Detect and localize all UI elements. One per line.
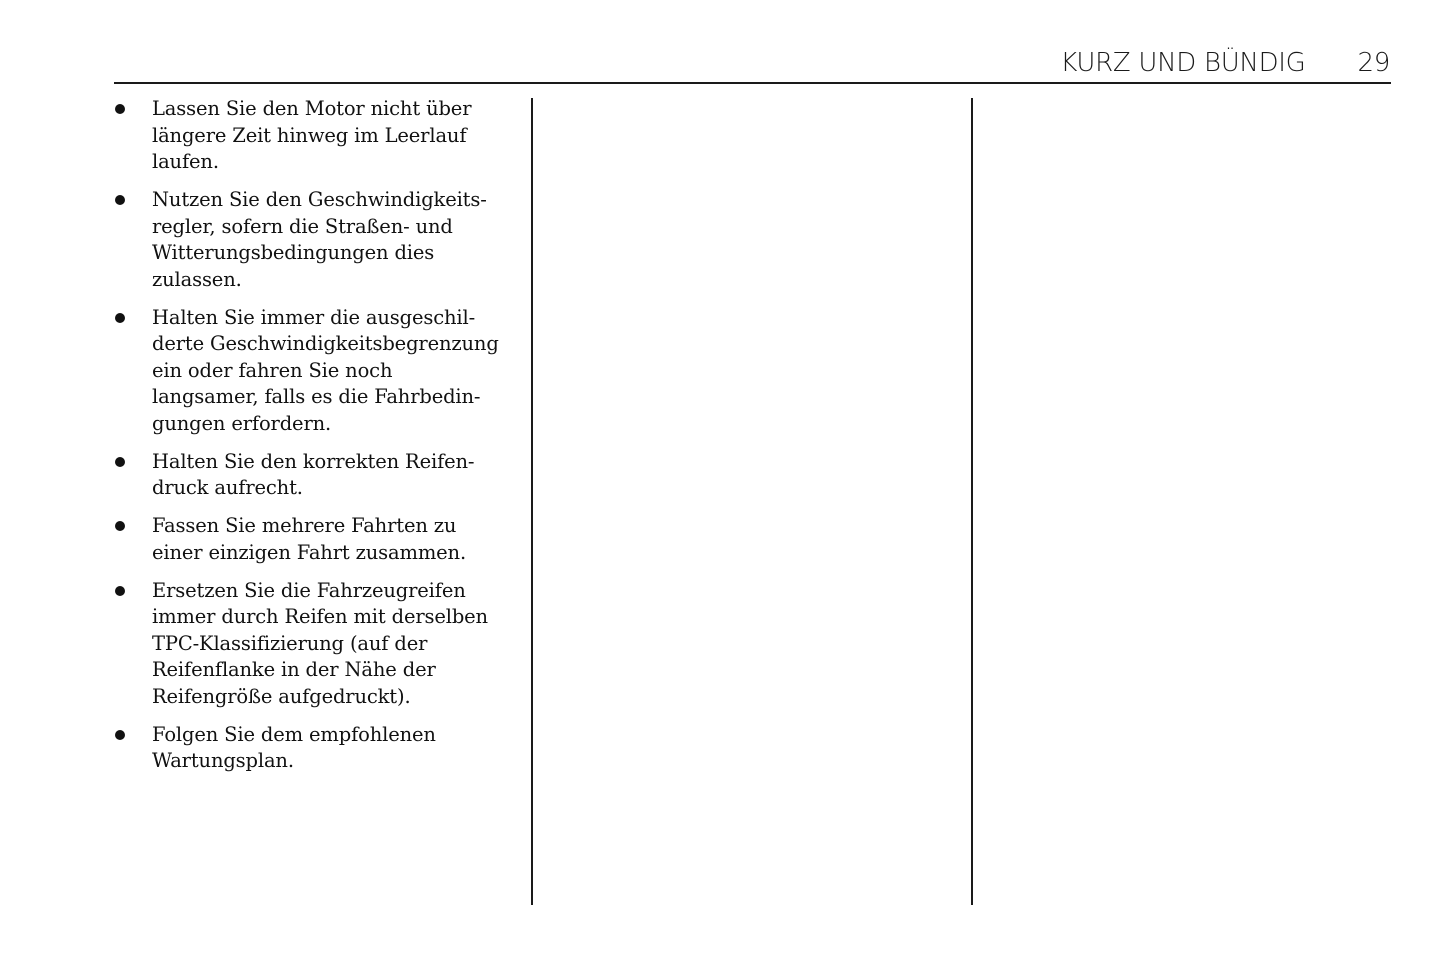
list-item <box>113 513 513 566</box>
list-item <box>113 187 513 293</box>
list-item-line: immer durch Reifen mit derselben <box>152 605 488 628</box>
list-item-line: laufen. <box>152 150 219 173</box>
bullet-icon <box>115 104 125 114</box>
column-divider-left <box>531 98 533 905</box>
list-item-line: längere Zeit hinweg im Leerlauf <box>152 123 467 147</box>
list-item-line: Witterungsbedingungen dies <box>152 241 435 264</box>
list-item <box>113 578 513 711</box>
list-item <box>113 96 513 176</box>
list-item-line: gungen erfordern. <box>152 411 332 435</box>
list-item-line: druck aufrecht. <box>152 476 303 499</box>
list-item-line: Reifenflanke in der Nähe der <box>152 658 436 681</box>
list-item-line: Reifengröße aufgedruckt). <box>152 684 411 708</box>
list-item-line: Folgen Sie dem empfohlenen <box>152 722 436 746</box>
list-item-line: einer einzigen Fahrt zusammen. <box>152 540 467 564</box>
bullet-icon <box>115 730 125 740</box>
list-item <box>113 305 513 438</box>
list-item-line: langsamer, falls es die Fahrbedin- <box>152 385 481 408</box>
list-item-line: Halten Sie immer die ausgeschil- <box>152 305 476 329</box>
page-number: 29 <box>1357 48 1390 78</box>
list-item-line: ein oder fahren Sie noch <box>152 358 393 382</box>
list-item <box>113 722 513 775</box>
bullet-icon <box>115 313 125 323</box>
bullet-icon <box>115 457 125 467</box>
list-item-line: TPC-Klassifizierung (auf der <box>152 631 428 655</box>
header-rule <box>114 82 1391 84</box>
list-item-line: derte Geschwindigkeitsbegrenzung <box>152 332 499 355</box>
bullet-icon <box>115 521 125 531</box>
list-item-line: Nutzen Sie den Geschwindigkeits- <box>152 188 487 211</box>
section-title: KURZ UND BÜNDIG <box>1060 48 1306 78</box>
bullet-icon <box>115 586 125 596</box>
bullet-icon <box>115 195 125 205</box>
list-item-line: Wartungsplan. <box>152 749 294 772</box>
list-item-line: zulassen. <box>152 267 242 291</box>
list-item <box>113 449 513 502</box>
list-item-line: Ersetzen Sie die Fahrzeugreifen <box>152 578 466 602</box>
running-header <box>1060 48 1390 78</box>
column-divider-right <box>971 98 973 905</box>
list-item-line: Lassen Sie den Motor nicht über <box>152 97 472 120</box>
list-item-line: Halten Sie den korrekten Reifen- <box>152 449 475 473</box>
list-item-line: regler, sofern die Straßen- und <box>152 214 453 238</box>
list-item-line: Fassen Sie mehrere Fahrten zu <box>152 514 457 537</box>
tips-bullet-list <box>113 96 513 786</box>
